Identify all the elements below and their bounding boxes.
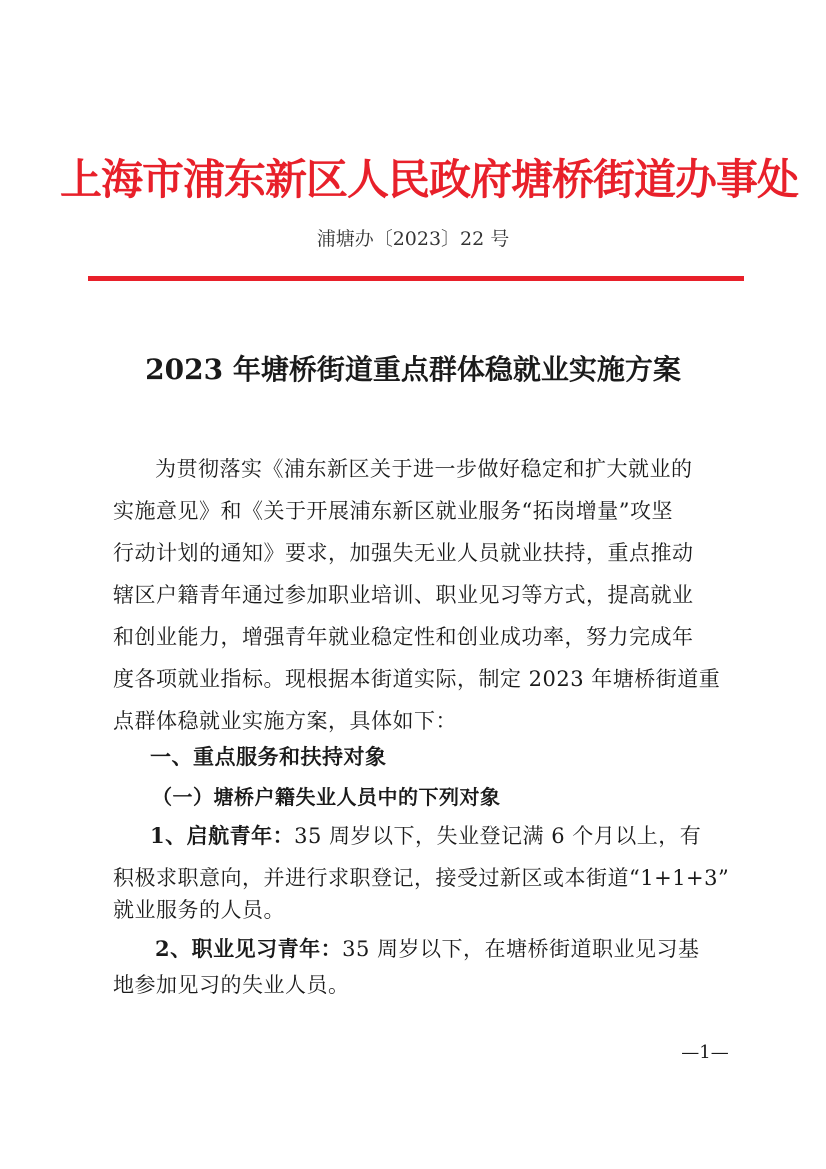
document-title: 2023 年塘桥街道重点群体稳就业实施方案 (145, 353, 681, 386)
red-divider (88, 276, 744, 281)
subsection-heading: （一）塘桥户籍失业人员中的下列对象 (152, 785, 501, 809)
intro-line: 实施意见》和《关于开展浦东新区就业服务“拓岗增量”攻坚 (113, 499, 673, 523)
intro-line: 行动计划的通知》要求，加强失无业人员就业扶持，重点推动 (113, 541, 694, 565)
intro-line: 度各项就业指标。现根据本街道实际，制定 2023 年塘桥街道重 (113, 667, 721, 691)
item-label: 1、启航青年： (150, 823, 295, 848)
document-number: 浦塘办〔2023〕22 号 (316, 228, 510, 250)
item-line: 就业服务的人员。 (113, 898, 285, 922)
list-item (150, 819, 701, 853)
page-number: —1— (681, 1042, 729, 1063)
issuer-heading: 上海市浦东新区人民政府塘桥街道办事处 (60, 155, 799, 204)
item-line: 积极求职意向，并进行求职登记，接受过新区或本街道“1+1+3” (113, 866, 730, 890)
item-text: 35 周岁以下，失业登记满 6 个月以上，有 (294, 824, 702, 848)
item-label: 2、职业见习青年： (155, 936, 343, 961)
intro-line: 辖区户籍青年通过参加职业培训、职业见习等方式，提高就业 (113, 583, 694, 607)
section-heading: 一、重点服务和扶持对象 (150, 744, 387, 769)
intro-line: 为贯彻落实《浦东新区关于进一步做好稳定和扩大就业的 (155, 457, 693, 481)
item-text: 35 周岁以下，在塘桥街道职业见习基 (342, 937, 700, 961)
intro-line: 点群体稳就业实施方案，具体如下： (113, 709, 457, 733)
item-line: 地参加见习的失业人员。 (113, 973, 350, 997)
list-item (155, 932, 700, 966)
intro-line: 和创业能力，增强青年就业稳定性和创业成功率，努力完成年 (113, 625, 694, 649)
